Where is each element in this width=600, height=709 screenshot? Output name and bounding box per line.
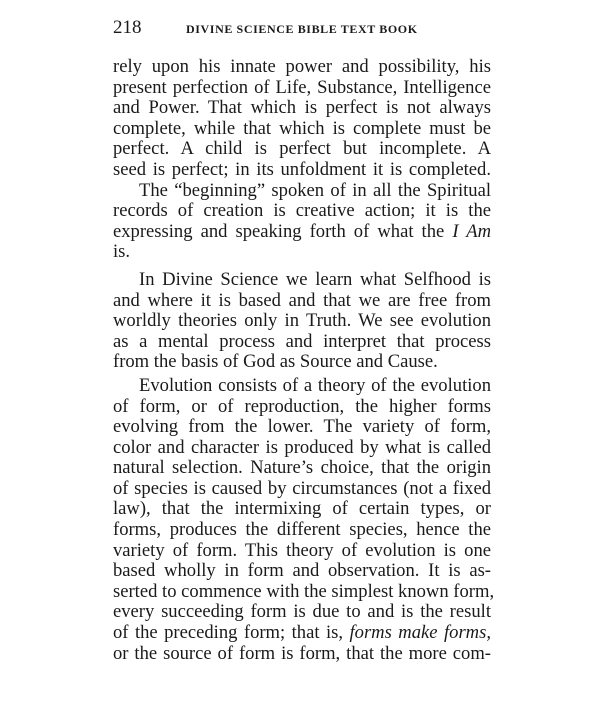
- text-line: of species is caused by circumstances (not a fixed: [113, 477, 491, 499]
- text-line: rely upon his innate power and possibility, his: [113, 56, 491, 77]
- text-line: complete, while that which is complete must be: [113, 117, 491, 139]
- text-segment: expressing and speaking forth of what the: [113, 220, 453, 242]
- text-line: Evolution consists of a theory of the evolution: [139, 374, 491, 396]
- text-line: In Divine Science we learn what Selfhood is: [139, 268, 491, 290]
- text-line: present perfection of Life, Substance, Intelligence: [113, 76, 491, 98]
- text-line: variety of form. This theory of evolution is one: [113, 539, 491, 561]
- text-line: as a mental process and interpret that process: [113, 330, 491, 352]
- text-line: seed is perfect; in its unfoldment it is completed.: [113, 158, 491, 180]
- page-number: 218: [113, 17, 142, 38]
- paragraph-4: [113, 374, 495, 664]
- running-header: [113, 17, 491, 41]
- text-line: natural selection. Nature’s choice, that the origin: [113, 457, 491, 479]
- paragraph-3: [113, 270, 491, 373]
- text-line: every succeeding form is due to and is the result: [113, 601, 491, 623]
- body-text: [113, 56, 495, 664]
- text-segment: of the preceding form; that is,: [113, 622, 350, 644]
- text-line: color and character is produced by what is called: [113, 436, 491, 458]
- text-line: and where it is based and that we are free from: [113, 289, 491, 311]
- italic-phrase: forms make forms,: [349, 622, 491, 644]
- book-page: [113, 17, 495, 664]
- text-line: records of creation is creative action; it is the: [113, 200, 491, 222]
- text-line: from the basis of God as Source and Cause.: [113, 351, 438, 373]
- text-line: forms, produces the different species, hence the: [113, 519, 491, 541]
- running-title: DIVINE SCIENCE BIBLE TEXT BOOK: [186, 22, 418, 36]
- text-line: or the source of form is form, that the more com-: [113, 642, 491, 664]
- text-line: [113, 222, 491, 243]
- text-line: of form, or of reproduction, the higher forms: [113, 395, 491, 417]
- text-line: [113, 623, 491, 644]
- text-line: is.: [113, 241, 131, 263]
- text-line: perfect. A child is perfect but incomplete. A: [113, 138, 491, 160]
- paragraph-1: [113, 57, 491, 181]
- text-line: law), that the intermixing of certain types, or: [113, 498, 491, 520]
- text-line: and Power. That which is perfect is not always: [113, 97, 491, 119]
- text-line: worldly theories only in Truth. We see evolution: [113, 310, 491, 332]
- text-line: The “beginning” spoken of in all the Spiritual: [139, 179, 491, 201]
- paragraph-2: [113, 181, 491, 263]
- text-line: evolving from the lower. The variety of form,: [113, 416, 491, 438]
- text-line: based wholly in form and observation. It is as-: [113, 560, 491, 582]
- text-line: serted to commence with the simplest known form,: [113, 580, 495, 602]
- italic-phrase: I Am: [452, 220, 492, 242]
